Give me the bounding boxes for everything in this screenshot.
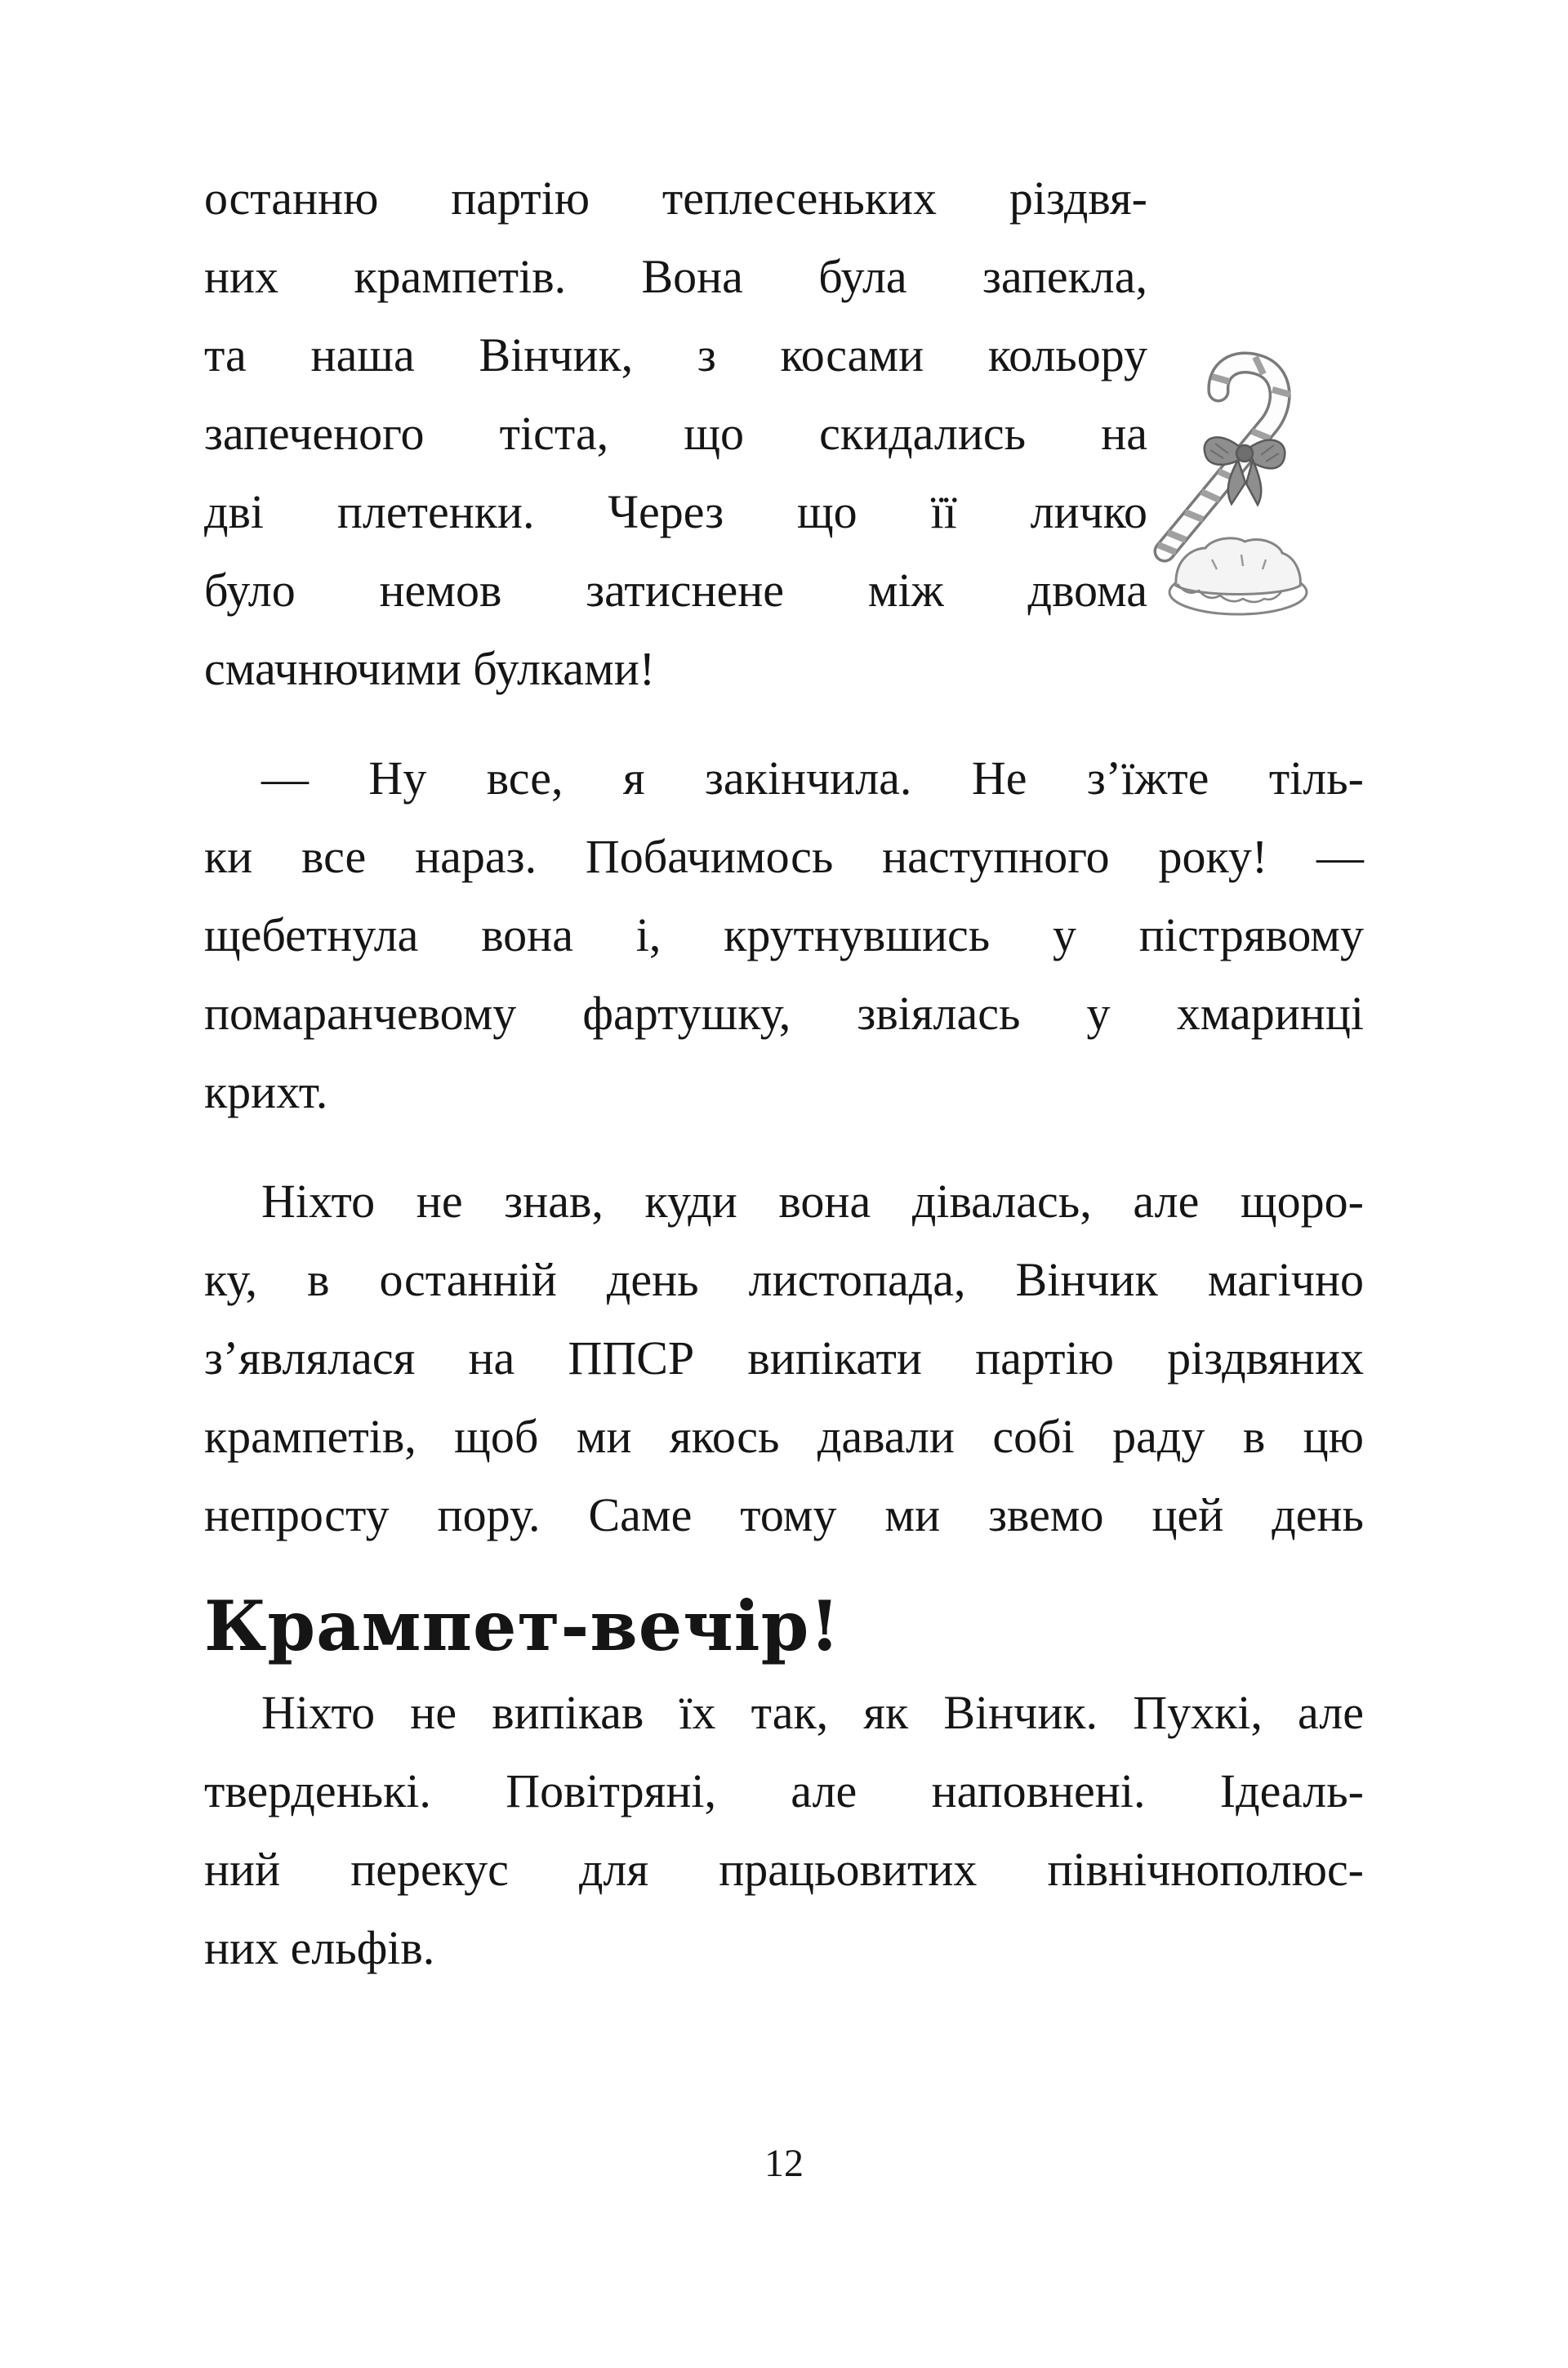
- text-line: запеченого тіста, що скидались на: [204, 407, 1147, 460]
- paragraph-4: [204, 1674, 1364, 1987]
- text-line: було немов затиснене між двома: [204, 564, 1147, 617]
- text-line: крампетів, щоб ми якось давали собі раду в цю: [204, 1410, 1364, 1463]
- text-line: та наша Вінчик, з косами кольору: [204, 328, 1147, 381]
- text-line: щебетнула вона і, крутнувшись у пістрявому: [204, 908, 1364, 961]
- paragraph-2-dialogue: [204, 739, 1364, 1131]
- text-line: Ніхто не випікав їх так, як Вінчик. Пухкі, але: [261, 1686, 1364, 1739]
- text-line: них ельфів.: [204, 1921, 435, 1974]
- text-line: смачнючими булками!: [204, 642, 656, 695]
- page-number: 12: [764, 2142, 804, 2185]
- crumpet-eve-heading: Крампет-вечір!: [204, 1585, 841, 1666]
- text-line: ку, в останній день листопада, Вінчик магічно: [204, 1253, 1364, 1306]
- paragraph-3: [204, 1162, 1364, 1554]
- text-line: крихт.: [204, 1065, 328, 1118]
- page-content: [204, 159, 1364, 1987]
- text-line: помаранчевому фартушку, звіялась у хмаринці: [204, 987, 1364, 1040]
- text-line: з’являлася на ППСР випікати партію різдвяних: [204, 1331, 1364, 1385]
- text-line: останню партію теплесеньких різдвя-: [204, 172, 1147, 225]
- text-line: Ніхто не знав, куди вона дівалась, але щоро-: [261, 1175, 1364, 1228]
- text-line: непросту пору. Саме тому ми звемо цей день: [204, 1488, 1364, 1541]
- text-line: них крампетів. Вона була запекла,: [204, 250, 1147, 303]
- paragraph-1: [204, 159, 1147, 708]
- text-line: ний перекус для працьовитих північнополюс-: [204, 1843, 1364, 1896]
- text-line: дві плетенки. Через що її личко: [204, 485, 1147, 538]
- text-line: тверденькі. Повітряні, але наповнені. Ідеаль-: [204, 1764, 1364, 1817]
- text-line: ки все нараз. Побачимось наступного року! —: [204, 830, 1364, 883]
- text-line: — Ну все, я закінчила. Не з’їжте тіль-: [261, 751, 1364, 805]
